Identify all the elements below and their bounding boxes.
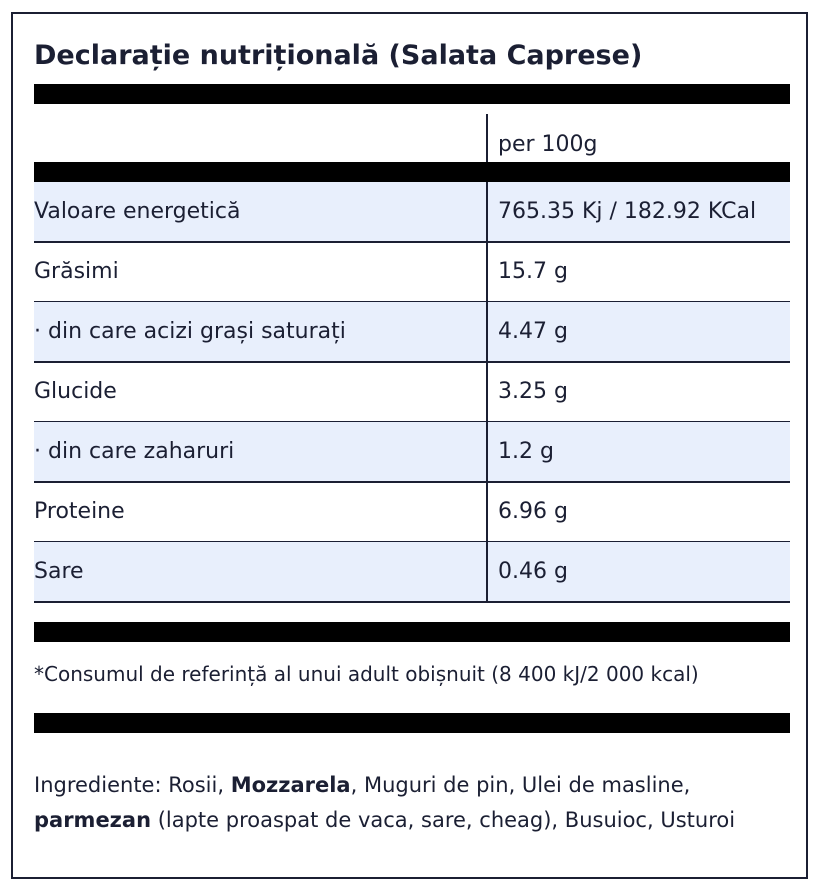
- row-column-divider: [486, 302, 488, 361]
- ingredient-allergen-parmezan: parmezan: [34, 808, 152, 832]
- table-bottom-bar: [34, 622, 790, 642]
- table-row: [34, 542, 790, 603]
- row-column-divider: [486, 182, 488, 241]
- reference-footnote: *Consumul de referință al unui adult obișnuit (8 400 kJ/2 000 kcal): [34, 662, 699, 686]
- table-row: [34, 302, 790, 363]
- ingredients-text-1: Ingrediente: Rosii,: [34, 773, 231, 797]
- nutrient-value: 765.35 Kj / 182.92 KCal: [498, 199, 757, 224]
- nutrient-value: 4.47 g: [498, 319, 568, 344]
- row-column-divider: [486, 242, 488, 301]
- footnote-divider-bar: [34, 713, 790, 733]
- ingredients-list: [34, 768, 794, 838]
- nutrient-value: 0.46 g: [498, 559, 568, 584]
- nutrition-card: [11, 12, 808, 879]
- table-row: [34, 422, 790, 483]
- ingredients-text-2: , Muguri de pin, Ulei de masline,: [350, 773, 691, 797]
- table-row: [34, 182, 790, 243]
- ingredient-allergen-mozzarela: Mozzarela: [230, 773, 351, 797]
- nutrient-label: Glucide: [34, 379, 117, 404]
- row-column-divider: [486, 482, 488, 541]
- table-row: [34, 482, 790, 543]
- nutrient-label: Grăsimi: [34, 259, 119, 284]
- row-column-divider: [486, 422, 488, 481]
- nutrient-value: 3.25 g: [498, 379, 568, 404]
- table-top-bar: [34, 162, 790, 182]
- row-column-divider: [486, 542, 488, 601]
- per-100g-header: per 100g: [498, 132, 598, 157]
- ingredients-text-3: (lapte proaspat de vaca, sare, cheag), Busuioc, Usturoi: [151, 808, 736, 832]
- header-divider-bar: [34, 84, 790, 104]
- header-column-divider: [486, 114, 488, 162]
- table-row: [34, 242, 790, 303]
- nutrient-value: 1.2 g: [498, 439, 554, 464]
- nutrient-value: 15.7 g: [498, 259, 568, 284]
- nutrient-label: · din care zaharuri: [34, 439, 235, 464]
- table-row: [34, 362, 790, 423]
- page-title: Declarație nutrițională (Salata Caprese): [34, 40, 643, 71]
- nutrient-value: 6.96 g: [498, 499, 568, 524]
- nutrient-label: Sare: [34, 559, 84, 584]
- nutrient-label: Valoare energetică: [34, 199, 241, 224]
- nutrient-label: · din care acizi grași saturați: [34, 319, 346, 344]
- nutrient-label: Proteine: [34, 499, 125, 524]
- row-column-divider: [486, 362, 488, 421]
